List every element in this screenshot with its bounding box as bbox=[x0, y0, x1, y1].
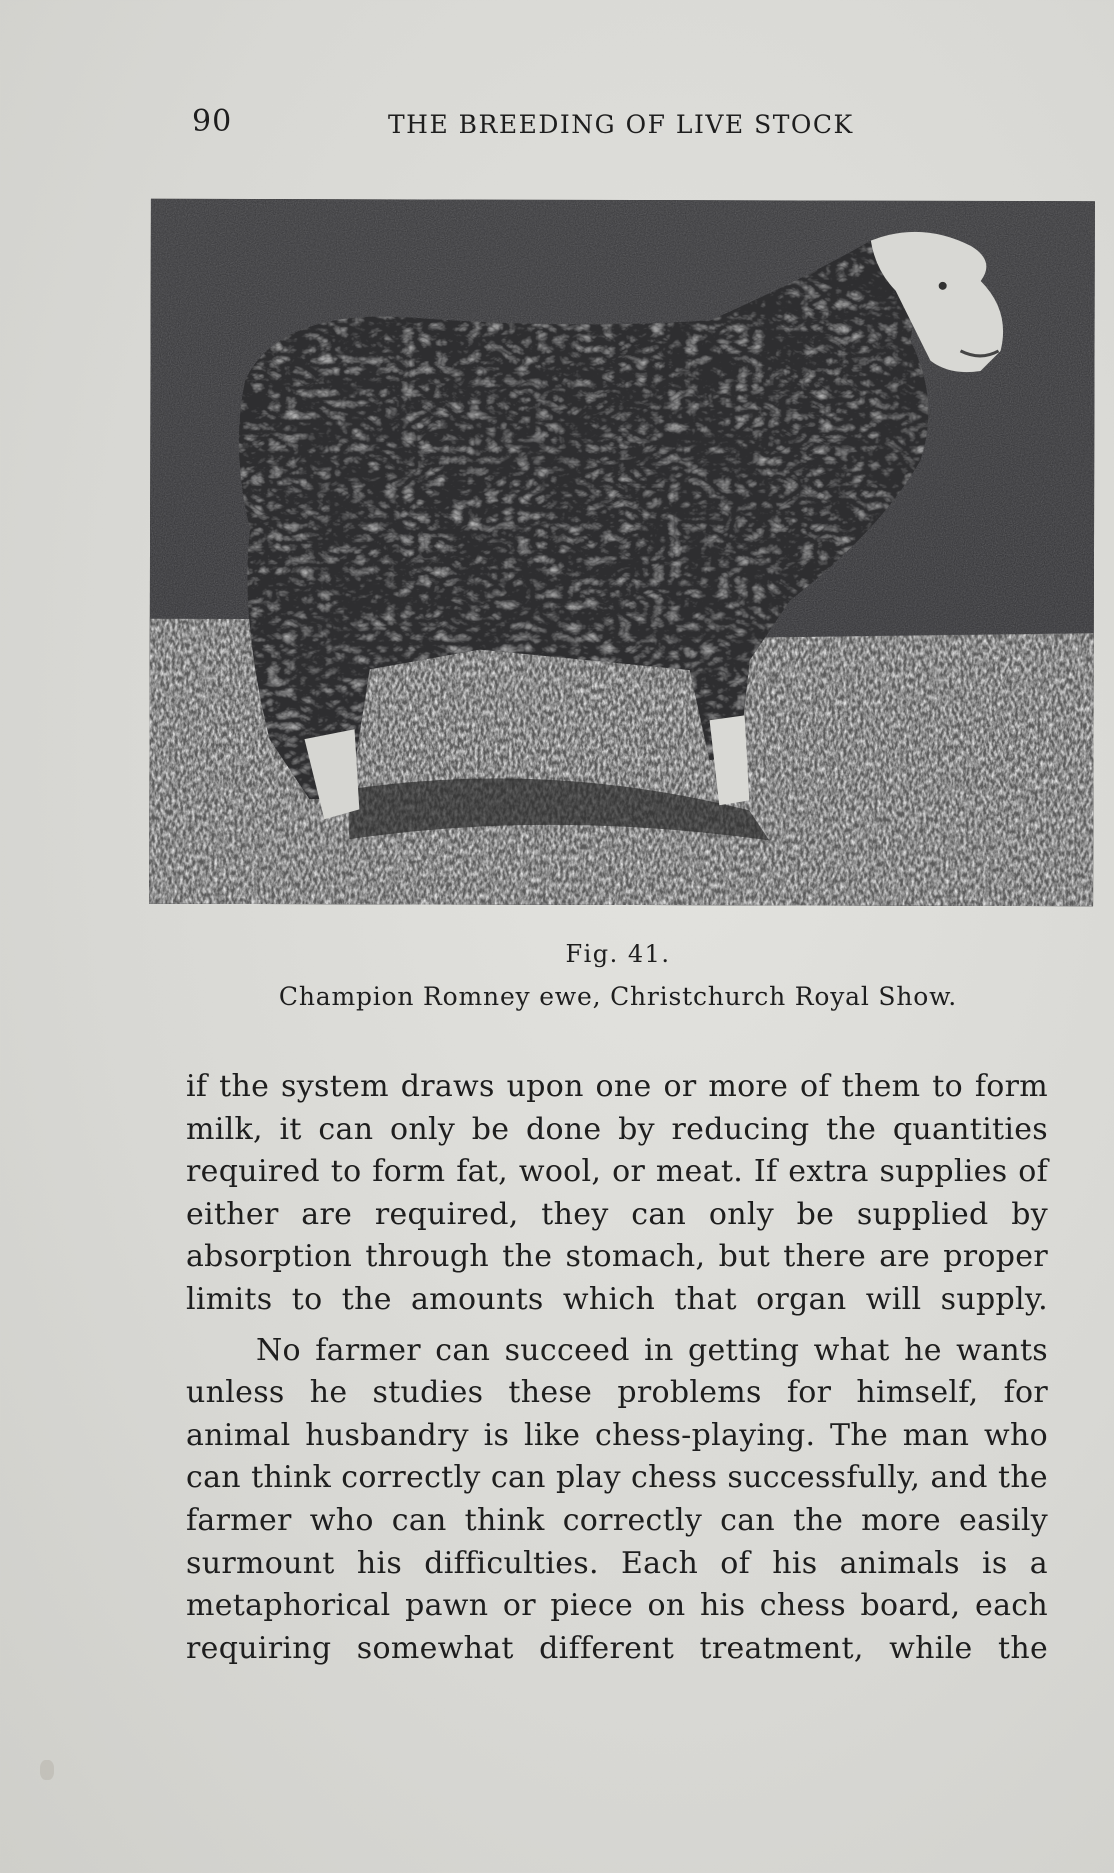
paragraph: No farmer can succeed in getting what he wants unless he studies these problems for himself, for animal husbandry is like chess-playing. The man who can think correctly can play chess successfully, and the farmer who can think correctly can the more easily surmount his difficulties. Each of his animals is a metaphorical pawn or piece on his chess board, each requiring somewhat different treatment, while the bbox=[186, 1332, 1048, 1666]
page-number: 90 bbox=[192, 104, 233, 139]
paragraph: if the system draws upon one or more of them to form milk, it can only be done by reducing the quantities required to form fat, wool, or meat. If extra supplies of either are required, they can only be supplied by absorption through the stomach, but there are proper limits to the amounts which that organ will supply. bbox=[186, 1069, 1048, 1317]
figure-label: Fig. 41. bbox=[565, 940, 671, 968]
running-head: THE BREEDING OF LIVE STOCK bbox=[388, 110, 854, 139]
paper-speck bbox=[40, 1760, 54, 1780]
figure-caption: Champion Romney ewe, Christchurch Royal Show. bbox=[278, 982, 958, 1011]
figure-photograph bbox=[149, 199, 1095, 906]
body-text bbox=[186, 1066, 1048, 1670]
